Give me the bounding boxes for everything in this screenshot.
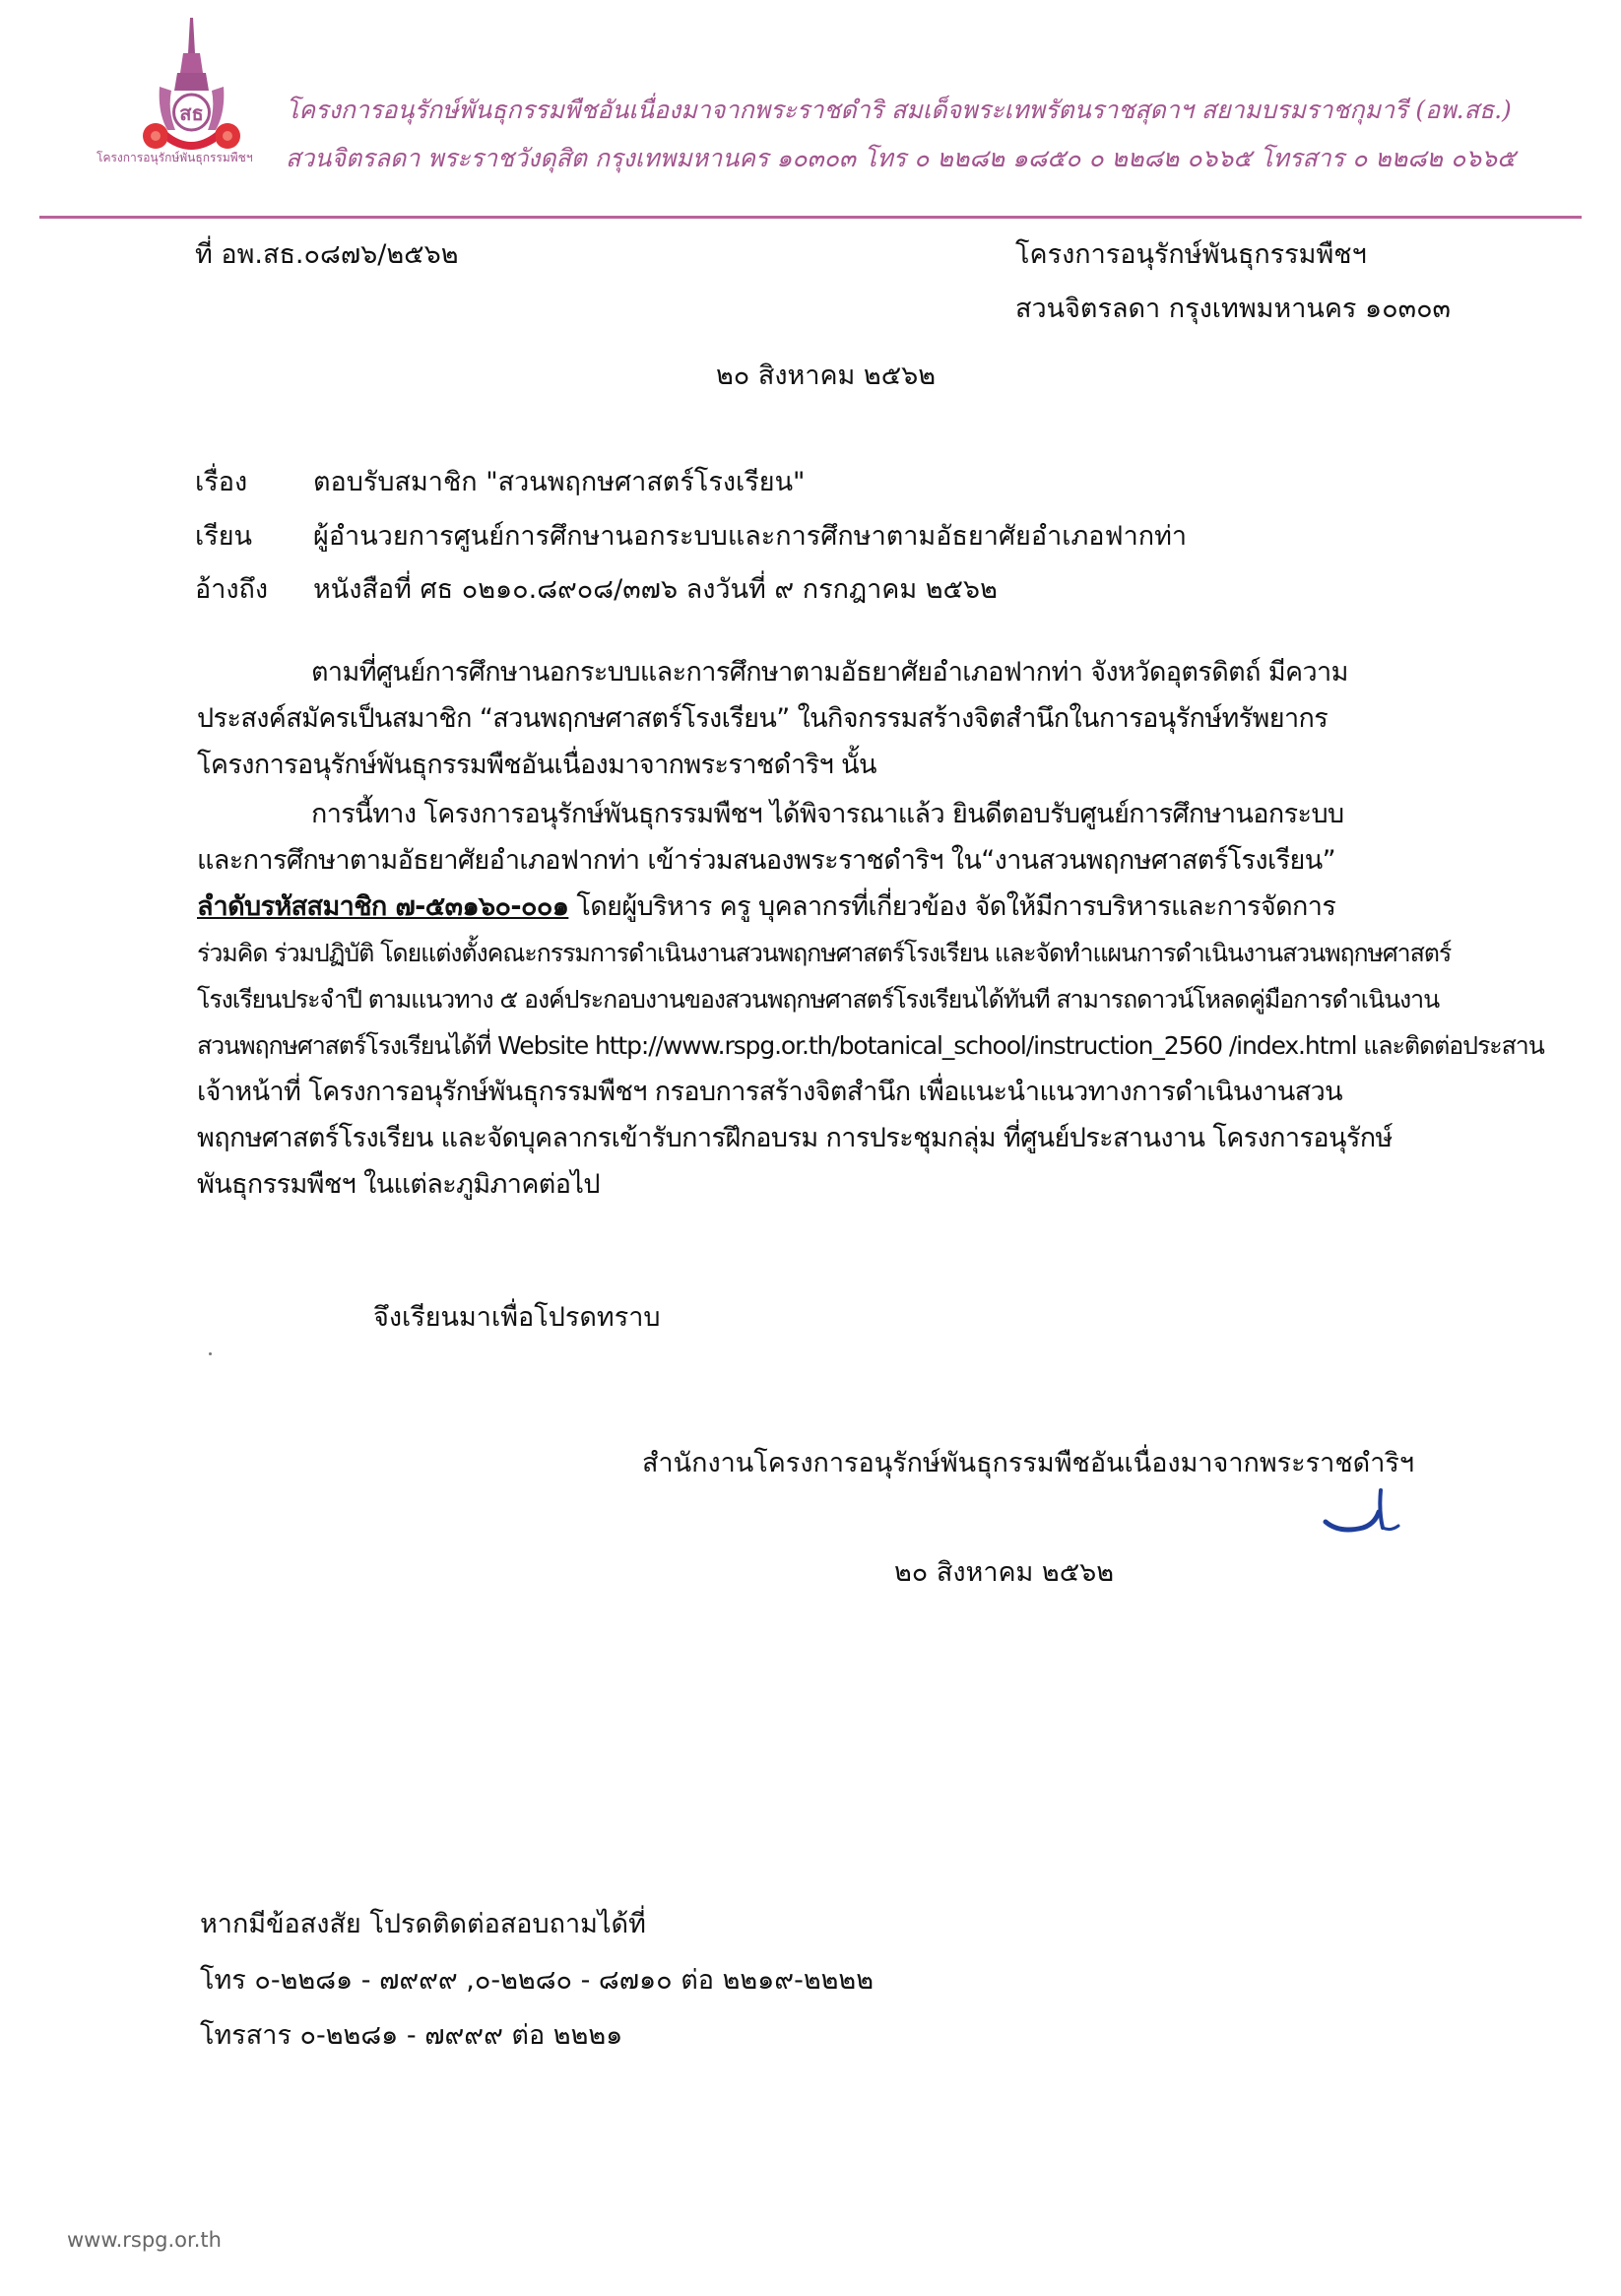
closing-phrase: จึงเรียนมาเพื่อโปรดทราบ [373, 1302, 661, 1333]
paragraph-2-line: ร่วมคิด ร่วมปฏิบัติ โดยแต่งตั้งคณะกรรมการดำเนินงานสวนพฤกษศาสตร์โรงเรียน และจัดทำแผนการดำเนินงานสวนพฤกษศาสตร์ [197, 939, 1452, 967]
footer-website: www.rspg.or.th [67, 2228, 222, 2252]
letterhead-line-1: โครงการอนุรักษ์พันธุกรรมพืชอันเนื่องมาจากพระราชดำริ สมเด็จพระเทพรัตนราชสุดาฯ สยามบรมราชกุมารี (อพ.สธ.) [286, 96, 1512, 124]
paragraph-2-line: และการศึกษาตามอัธยาศัยอำเภอฟากท่า เข้าร่วมสนองพระราชดำริฯ ใน“งานสวนพฤกษศาสตร์โรงเรียน” [197, 845, 1336, 876]
sender-name: โครงการอนุรักษ์พันธุกรรมพืชฯ [1015, 239, 1367, 270]
paragraph-2-line: การนี้ทาง โครงการอนุรักษ์พันธุกรรมพืชฯ ได้พิจารณาแล้ว ยินดีตอบรับศูนย์การศึกษานอกระบบ [311, 799, 1344, 829]
paragraph-2-line: เจ้าหน้าที่ โครงการอนุรักษ์พันธุกรรมพืชฯ กรอบการสร้างจิตสำนึก เพื่อแนะนำแนวทางการดำเนินงานสวน [197, 1077, 1342, 1107]
scan-speck [209, 1352, 212, 1355]
paragraph-2-line-rest: โดยผู้บริหาร ครู บุคลากรที่เกี่ยวข้อง จัดให้มีการบริหารและการจัดการ [568, 891, 1336, 922]
letterhead-line-2: สวนจิตรลดา พระราชวังดุสิต กรุงเทพมหานคร ๑๐๓๐๓ โทร ๐ ๒๒๘๒ ๑๘๕๐ ๐ ๒๒๘๒ ๐๖๖๕ โทรสาร ๐ ๒๒๘๒ ๐๖๖๕ [286, 144, 1516, 172]
paragraph-2-line: พฤกษศาสตร์โรงเรียน และจัดบุคลากรเข้ารับการฝึกอบรม การประชุมกลุ่ม ที่ศูนย์ประสานงาน โครงการอนุรักษ์ [197, 1123, 1393, 1153]
signature-mark [1320, 1482, 1418, 1542]
signatory-office: สำนักงานโครงการอนุรักษ์พันธุกรรมพืชอันเนื่องมาจากพระราชดำริฯ [642, 1448, 1415, 1478]
paragraph-1-line: ตามที่ศูนย์การศึกษานอกระบบและการศึกษาตามอัธยาศัยอำเภอฟากท่า จังหวัดอุตรดิตถ์ มีความ [311, 657, 1348, 688]
paragraph-1-line: โครงการอนุรักษ์พันธุกรรมพืชอันเนื่องมาจากพระราชดำริฯ นั้น [197, 750, 876, 780]
letterhead-divider [39, 216, 1582, 219]
paragraph-1-line: ประสงค์สมัครเป็นสมาชิก “สวนพฤกษศาสตร์โรงเรียน” ในกิจกรรมสร้างจิตสำนึกในการอนุรักษ์ทรัพยากร [197, 703, 1329, 734]
reference-number: ที่ อพ.สธ.๐๘๗๖/๒๕๖๒ [195, 239, 459, 270]
subject-text: ตอบรับสมาชิก "สวนพฤกษศาสตร์โรงเรียน" [313, 467, 806, 497]
body-paragraph-1 [197, 649, 1448, 788]
reference-text: หนังสือที่ ศธ ๐๒๑๐.๘๙๐๘/๓๗๖ ลงวันที่ ๙ กรกฎาคม ๒๕๖๒ [313, 574, 998, 605]
recipient-label: เรียน [195, 521, 253, 552]
letter-date: ๒๐ สิงหาคม ๒๕๖๒ [716, 361, 937, 391]
subject-label: เรื่อง [195, 467, 248, 497]
paragraph-2-line: โรงเรียนประจำปี ตามแนวทาง ๕ องค์ประกอบงานของสวนพฤกษศาสตร์โรงเรียนได้ทันที สามารถดาวน์โหลดคู่มือการดำเนินงาน [197, 985, 1440, 1014]
sender-address: สวนจิตรลดา กรุงเทพมหานคร ๑๐๓๐๓ [1015, 294, 1452, 324]
recipient-text: ผู้อำนวยการศูนย์การศึกษานอกระบบและการศึกษาตามอัธยาศัยอำเภอฟากท่า [313, 521, 1188, 552]
member-code: ลำดับรหัสสมาชิก ๗-๕๓๑๖๐-๐๐๑ [197, 891, 569, 922]
paragraph-2-line [197, 884, 1448, 930]
reference-label: อ้างถึง [195, 574, 269, 605]
signature-date: ๒๐ สิงหาคม ๒๕๖๒ [894, 1557, 1115, 1588]
body-paragraph-2 [197, 791, 1544, 1208]
contact-fax: โทรสาร ๐-๒๒๘๑ - ๗๙๙๙ ต่อ ๒๒๒๑ [200, 2020, 623, 2051]
contact-intro: หากมีข้อสงสัย โปรดติดต่อสอบถามได้ที่ [200, 1909, 646, 1939]
paragraph-2-line: สวนพฤกษศาสตร์โรงเรียนได้ที่ Website http://www.rspg.or.th/botanical_school/instruction_2560 /index.html และติดต่อประสาน [197, 1031, 1544, 1060]
contact-phone: โทร ๐-๒๒๘๑ - ๗๙๙๙ ,๐-๒๒๘๐ - ๘๗๑๐ ต่อ ๒๒๑๙-๒๒๒๒ [200, 1965, 875, 1996]
logo-caption: โครงการอนุรักษ์พันธุกรรมพืชฯ [97, 151, 253, 164]
svg-text:สธ: สธ [179, 101, 204, 125]
paragraph-2-line: พันธุกรรมพืชฯ ในแต่ละภูมิภาคต่อไป [197, 1169, 600, 1200]
